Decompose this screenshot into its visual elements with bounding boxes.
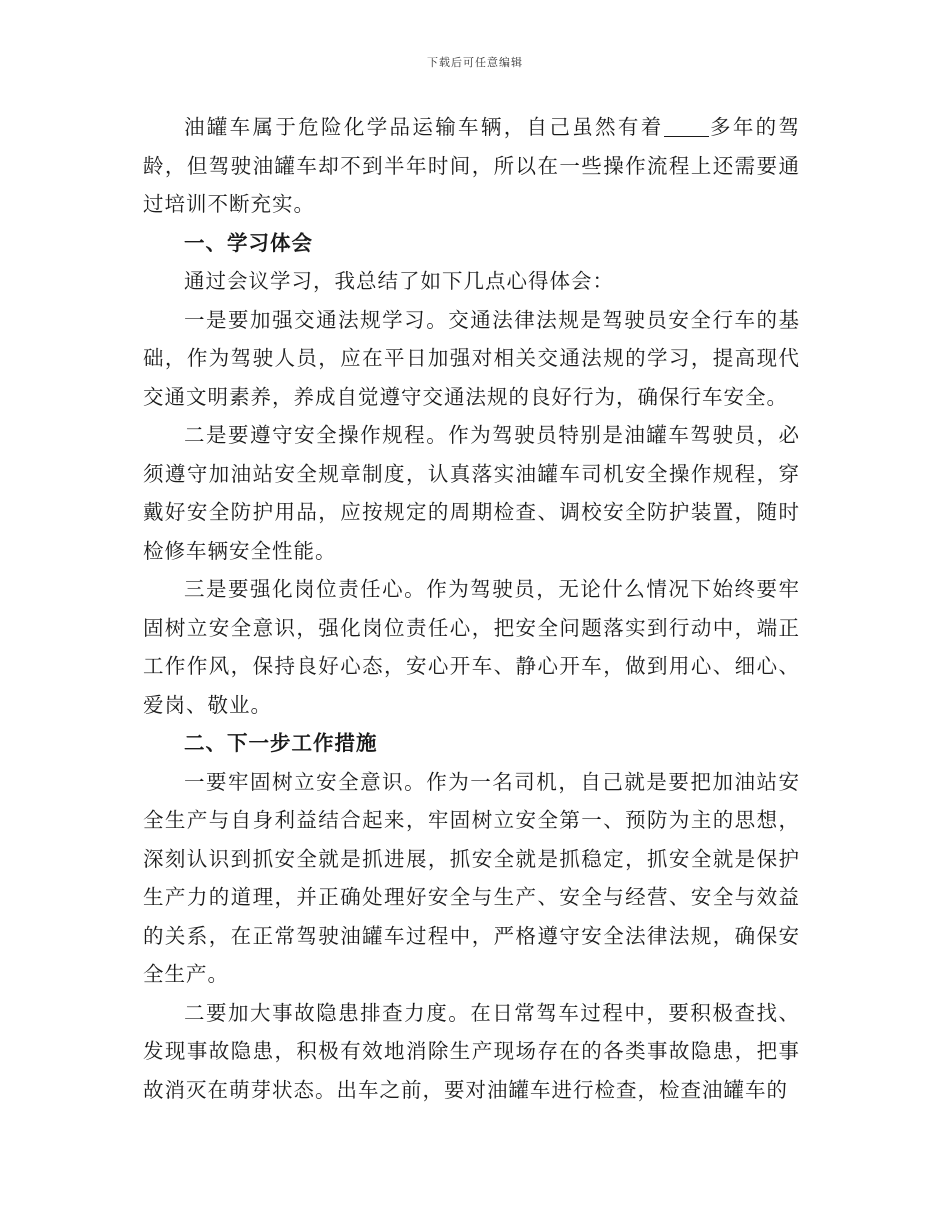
paragraph-point-1: 一是要加强交通法规学习。交通法律法规是驾驶员安全行车的基础，作为驾驶人员，应在平日加强对相关交通法规的学习，提高现代交通文明素养，养成自觉遵守交通法规的良好行为，确保行车安全。 <box>143 307 800 409</box>
section-heading-1: 一、学习体会 <box>184 230 313 255</box>
paragraph-measure-1: 一要牢固树立安全意识。作为一名司机，自己就是要把加油站安全生产与自身利益结合起来，牢固树立安全第一、预防为主的思想，深刻认识到抓安全就是抓进展，抓安全就是抓稳定，抓安全就是保护生产力的道理，并正确处理好安全与生产、安全与经营、安全与效益的关系，在正常驾驶油罐车过程中，严格遵守安全法律法规，确保安全生产。 <box>143 769 800 986</box>
section-heading-2: 二、下一步工作措施 <box>184 731 378 755</box>
paragraph-intro <box>143 108 800 224</box>
paragraph-point-2: 二是要遵守安全操作规程。作为驾驶员特别是油罐车驾驶员，必须遵守加油站安全规章制度，认真落实油罐车司机安全操作规程，穿戴好安全防护用品，应按规定的周期检查、调校安全防护装置，随时检修车辆安全性能。 <box>143 423 800 563</box>
page-header: 下载后可任意编辑 <box>427 56 523 69</box>
document-body <box>143 108 800 1109</box>
paragraph-intro-after: 多年的驾龄，但驾驶油罐车却不到半年时间，所以在一些操作流程上还需要通过培训不断充实。 <box>143 115 801 216</box>
paragraph-intro-before: 油罐车属于危险化学品运输车辆，自己虽然有着 <box>184 115 664 139</box>
fill-in-blank <box>664 116 709 138</box>
paragraph-point-3: 三是要强化岗位责任心。作为驾驶员，无论什么情况下始终要牢固树立安全意识，强化岗位责任心，把安全问题落实到行动中，端正工作作风，保持良好心态，安心开车、静心开车，做到用心、细心、爱岗、敬业。 <box>143 577 800 717</box>
paragraph-summary: 通过会议学习，我总结了如下几点心得体会： <box>184 269 614 293</box>
paragraph-measure-2: 二要加大事故隐患排查力度。在日常驾车过程中，要积极查找、发现事故隐患，积极有效地消除生产现场存在的各类事故隐患，把事故消灭在萌芽状态。出车之前，要对油罐车进行检查，检查油罐车的 <box>143 1000 800 1102</box>
